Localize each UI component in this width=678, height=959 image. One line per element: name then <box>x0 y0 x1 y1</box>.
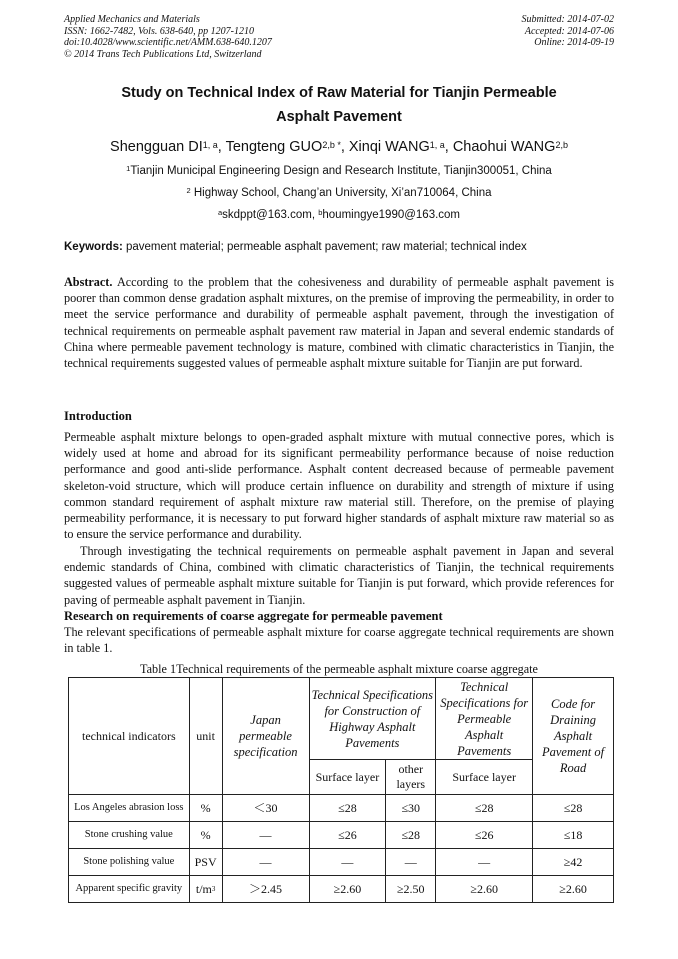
author-affil-mark: 1, a <box>202 140 218 150</box>
author-name: Tengteng GUO <box>225 139 323 155</box>
header-unit: unit <box>189 678 222 795</box>
submitted-date: Submitted: 2014-07-02 <box>521 14 614 25</box>
row-draining-value: ≤18 <box>533 822 614 849</box>
row-permeable-value: ≤28 <box>436 795 533 822</box>
row-japan-value: ＜30 <box>222 795 309 822</box>
title-line-2: Asphalt Pavement <box>276 109 402 125</box>
copyright-line: © 2014 Trans Tech Publications Ltd, Switzerland <box>64 48 262 60</box>
paper-title <box>64 81 614 129</box>
accepted-date: Accepted: 2014-07-06 <box>524 25 614 37</box>
online-date: Online: 2014-09-19 <box>534 37 614 48</box>
doi-line: doi:10.4028/www.scientific.net/AMM.638-640.1207 <box>64 37 272 48</box>
author-list: Shengguan DI$^{1, a}$, Tengteng $GUO^{2,b *}$, Xinqi WANG$^{1, a}$, Chaohui WANG$^{2,b}$ <box>110 139 568 155</box>
row-draining-value: ≥42 <box>533 849 614 876</box>
row-surface-value: ≥2.60 <box>309 876 386 903</box>
author-name: Chaohui WANG <box>452 139 556 155</box>
row-japan-value: ＞2.45 <box>222 876 309 903</box>
email-link[interactable]: skdppt@163.com, <box>222 209 319 221</box>
table-row <box>69 876 614 903</box>
coarse-aggregate-table <box>68 677 614 903</box>
author-affil-mark: 2,b * <box>322 140 341 150</box>
author-affil-mark: 1, a <box>429 140 445 150</box>
subheader-surface-layer: Surface layer <box>309 760 386 795</box>
row-unit: % <box>189 822 222 849</box>
row-other-value: — <box>386 849 436 876</box>
row-other-value: ≤30 <box>386 795 436 822</box>
table-caption: Table 1Technical requirements of the permeable asphalt mixture coarse aggregate <box>140 662 538 676</box>
issn-line: ISSN: 1662-7482, Vols. 638-640, pp 1207-1210 <box>64 25 254 37</box>
row-other-value: ≤28 <box>386 822 436 849</box>
table-row <box>69 849 614 876</box>
header-permeable-spec: Technical Specifications for Permeable Asphalt Pavements <box>436 678 533 760</box>
row-unit: PSV <box>189 849 222 876</box>
section-heading-introduction: Introduction <box>64 409 132 423</box>
row-draining-value: ≥2.60 <box>533 876 614 903</box>
row-surface-value: — <box>309 849 386 876</box>
table-row <box>69 795 614 822</box>
row-permeable-value: ≤26 <box>436 822 533 849</box>
title-line-1: Study on Technical Index of Raw Material for Tianjin Permeable <box>121 85 557 101</box>
abstract-text: According to the problem that the cohesiveness and durability of permeable asphalt pavement is poorer than common dense gradation asphalt mixtures, on the premise of improving the permeability, in order to meet the service performance and durability of permeable asphalt pavement, through the investigation of technical requirements on permeable asphalt pavement raw material in Japan and several endemic standards of China where permeable pavement technology is mature, combined with climatic characteristics in Tianjin, the technical requirements suggested values of permeable asphalt mixture suitable for Tianjin are put forward. <box>64 275 614 371</box>
header-draining-code: Code for Draining Asphalt Pavement of Road <box>533 678 614 795</box>
row-indicator: Stone crushing value <box>69 822 190 849</box>
author-name: Shengguan DI <box>110 139 203 155</box>
row-surface-value: ≤28 <box>309 795 386 822</box>
subheader-other-layers: other layers <box>386 760 436 795</box>
email-link[interactable]: houmingye1990@163.com <box>322 209 461 221</box>
keywords <box>64 240 614 255</box>
intro-paragraph-2: Through investigating the technical requirements on permeable asphalt pavement in Japan and several endemic standards of China, combined with climatic characteristics of Tianjin, the technical requirements suggested values of permeable asphalt mixture suitable for Tianjin is put forward, which provide references for paving of permeable asphalt pavement in Tianjin. <box>64 544 614 607</box>
affiliation-1: $^1$Tianjin Municipal Engineering Design and Research Institute, Tianjin300051, China <box>126 164 552 177</box>
row-unit: $t/m^3$ <box>189 876 222 903</box>
submission-dates <box>522 14 615 49</box>
table-row <box>69 822 614 849</box>
row-surface-value: ≤26 <box>309 822 386 849</box>
row-draining-value: ≤28 <box>533 795 614 822</box>
abstract-label: Abstract. <box>64 275 113 289</box>
section2-paragraph: The relevant specifications of permeable asphalt mixture for coarse aggregate technical requirements are shown in table 1. <box>64 625 614 656</box>
author-emails: $^a$skdppt@163.com, $^b$houmingye1990@163.com <box>217 208 461 221</box>
author-affil-mark: 2,b <box>555 140 568 150</box>
keywords-label: Keywords: <box>64 241 123 253</box>
journal-name: Applied Mechanics and Materials <box>64 14 200 25</box>
subheader-permeable-surface-layer: Surface layer <box>436 760 533 795</box>
header-technical-indicators: technical indicators <box>69 678 190 795</box>
row-other-value: ≥2.50 <box>386 876 436 903</box>
row-indicator: Stone polishing value <box>69 849 190 876</box>
row-japan-value: — <box>222 822 309 849</box>
row-permeable-value: — <box>436 849 533 876</box>
row-permeable-value: ≥2.60 <box>436 876 533 903</box>
row-japan-value: — <box>222 849 309 876</box>
row-unit: % <box>189 795 222 822</box>
affiliation-2: $^2$ Highway School, Chang’an University, Xi’an710064, China <box>186 186 492 199</box>
row-indicator: Los Angeles abrasion loss <box>69 795 190 822</box>
abstract <box>64 274 614 371</box>
header-highway-spec: Technical Specifications for Construction of Highway Asphalt Pavements <box>309 678 436 760</box>
keywords-text: pavement material; permeable asphalt pavement; raw material; technical index <box>122 241 527 253</box>
row-indicator: Apparent specific gravity <box>69 876 190 903</box>
intro-paragraph-1: Permeable asphalt mixture belongs to open-graded asphalt mixture with mutual connective pores, which is widely used at home and abroad for its significant permeability performance because of noise reduction performance and good anti-slide performance. Asphalt content decreased because of permeable pavement skeleton-void structure, which will produce certain influence on durability and strength of mixture if using common standard requirement of asphalt mixture raw material still. Therefore, on the premise of playing permeability performance, it is necessary to put forward higher standards of asphalt mixture raw material so as to ensure the service performance and durability. <box>64 430 614 542</box>
header-japan-spec: Japan permeable specification <box>222 678 309 795</box>
journal-info <box>64 14 272 60</box>
author-name: Xinqi WANG <box>348 139 430 155</box>
section-heading-coarse-aggregate: Research on requirements of coarse aggregate for permeable pavement <box>64 609 443 623</box>
